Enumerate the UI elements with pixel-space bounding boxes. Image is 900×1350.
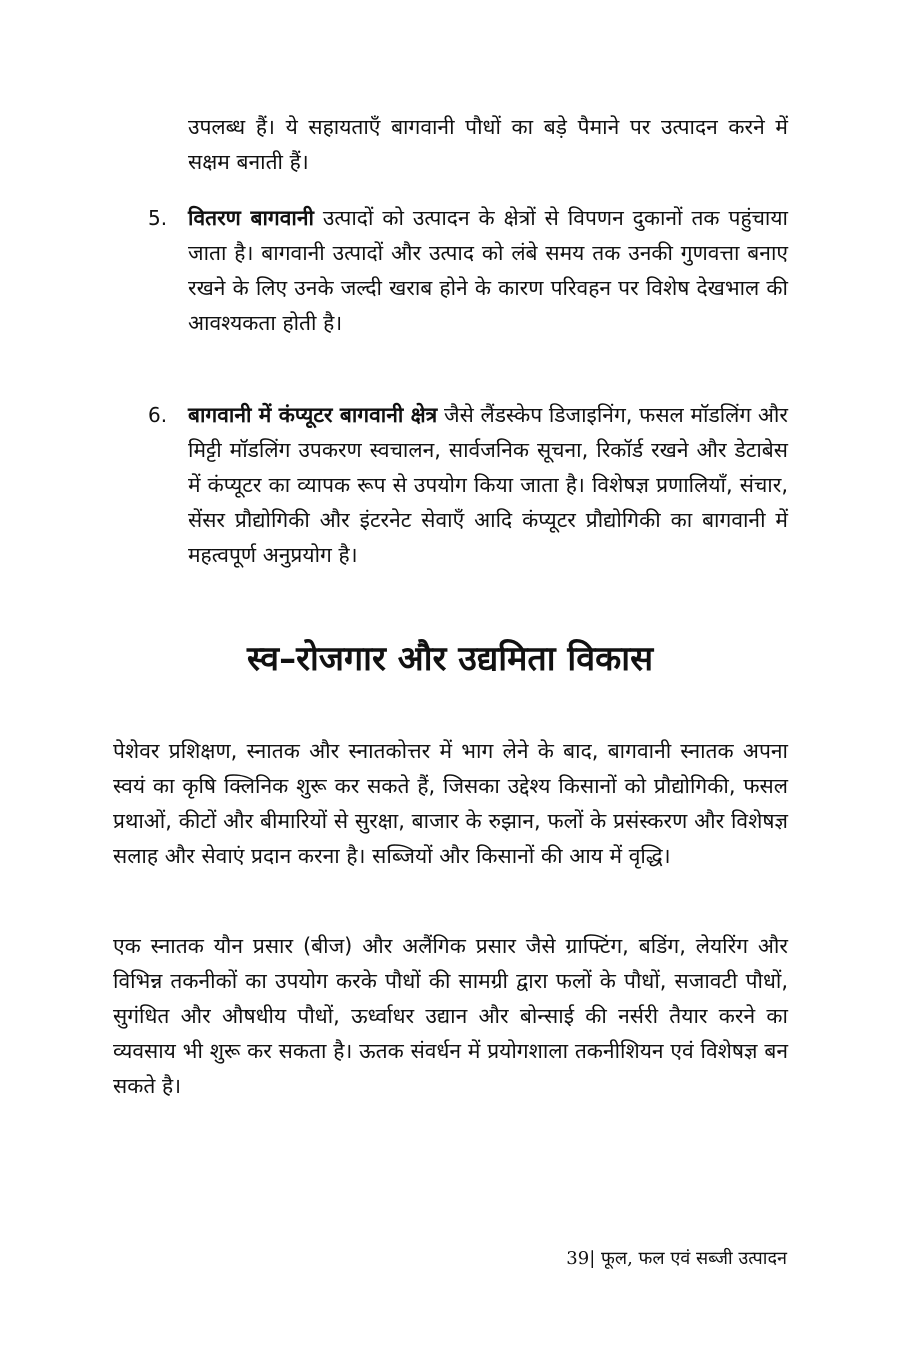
list-item [148,201,788,341]
book-title: फूल, फल एवं सब्जी उत्पादन [595,1248,787,1269]
page-footer [566,1246,787,1272]
list-item-bold-lead: वितरण बागवानी [188,206,314,230]
list-item-text: जैसे लैंडस्केप डिजाइनिंग, फसल मॉडलिंग और मिट्टी मॉडलिंग उपकरण स्वचालन, सार्वजनिक सूचना, रिकॉर्ड रखने और डेटाबेस में कंप्यूटर का व्यापक रूप से उपयोग किया जाता है। विशेषज्ञ प्रणालियाँ, संचार, सेंसर प्रौद्योगिकी और इंटरनेट सेवाएँ आदि कंप्यूटर प्रौद्योगिकी का बागवानी में महत्वपूर्ण अनुप्रयोग है। [188,403,788,567]
section-heading: स्व–रोजगार और उद्यमिता विकास [246,639,654,679]
list-item-text: उत्पादों को उत्पादन के क्षेत्रों से विपणन दुकानों तक पहुंचाया जाता है। बागवानी उत्पादों और उत्पाद को लंबे समय तक उनकी गुणवत्ता बनाए रखने के लिए उनके जल्दी खराब होने के कारण परिवहन पर विशेष देखभाल की आवश्यकता होती है। [188,206,788,335]
page-number: 39 [566,1248,590,1269]
continuation-paragraph: उपलब्ध हैं। ये सहायताएँ बागवानी पौधों का बड़े पैमाने पर उत्पादन करने में सक्षम बनाती हैं। [188,115,788,174]
list-item-number: 5. [148,206,168,230]
list-item-body [188,206,788,335]
body-paragraph: पेशेवर प्रशिक्षण, स्नातक और स्नातकोत्तर में भाग लेने के बाद, बागवानी स्नातक अपना स्वयं का कृषि क्लिनिक शुरू कर सकते हैं, जिसका उद्देश्य किसानों को प्रौद्योगिकी, फसल प्रथाओं, कीटों और बीमारियों से सुरक्षा, बाजार के रुझान, फलों के प्रसंस्करण और विशेषज्ञ सलाह और सेवाएं प्रदान करना है। सब्जियों और किसानों की आय में वृद्धि। [113,739,788,868]
list-item-body [188,403,788,567]
list-item-number: 6. [148,403,168,427]
footer-separator: | [589,1248,596,1269]
list-item [148,398,788,573]
body-paragraph: एक स्नातक यौन प्रसार (बीज) और अलैंगिक प्रसार जैसे ग्राफ्टिंग, बडिंग, लेयरिंग और विभिन्न तकनीकों का उपयोग करके पौधों की सामग्री द्वारा फलों के पौधों, सजावटी पौधों, सुगंधित और औषधीय पौधों, ऊर्ध्वाधर उद्यान और बोन्साई की नर्सरी तैयार करने का व्यवसाय भी शुरू कर सकता है। ऊतक संवर्धन में प्रयोगशाला तकनीशियन एवं विशेषज्ञ बन सकते है। [113,934,788,1098]
list-item-bold-lead: बागवानी में कंप्यूटर बागवानी क्षेत्र [188,403,438,427]
